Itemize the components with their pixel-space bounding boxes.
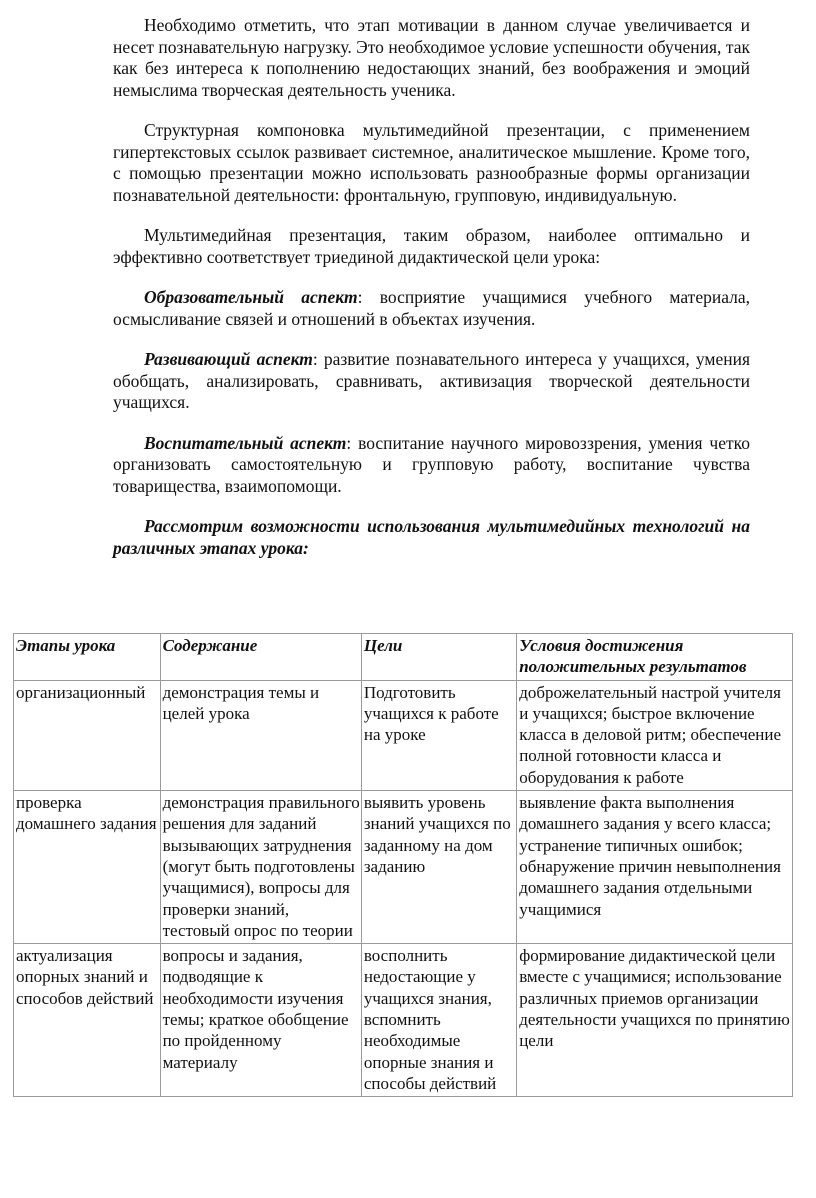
paragraph-text: Необходимо отметить, что этап мотивации в данном случае увеличивается и несет познавательную нагрузку. Это необходимое условие успешности обучения, так как без интереса к пополнению недостающих знаний, без воображения и эмоций немыслима творческая деятельность ученика. <box>113 15 750 100</box>
paragraph-text: : развитие познавательного интереса у учащихся, умения обобщать, анализировать, сравнивать, активизация творческой деятельности учащихся. <box>113 349 751 412</box>
table-cell: организационный <box>14 680 161 790</box>
paragraph-text: : воспитание научного мировоззрения, умения четко организовать самостоятельную и групповую работу, воспитание чувства товарищества, взаимопомощи. <box>113 432 750 496</box>
paragraph-text: Мультимедийная презентация, таким образом, наиболее оптимально и эффективно соответствует триединой дидактической цели урока: <box>113 225 750 267</box>
table-cell: формирование дидактической цели вместе с учащимися; использование различных приемов организации деятельности учащихся по принятию цели <box>517 944 793 1097</box>
table-cell: выявление факта выполнения домашнего задания у всего класса; устранение типичных ошибок; обнаружение причин невыполнения домашнего задания отдельными учащимися <box>517 791 793 944</box>
paragraph-structure <box>113 120 750 206</box>
paragraph-triune-goal <box>113 225 750 268</box>
table-header-row <box>14 634 793 681</box>
paragraph-text: Структурная компоновка мультимедийной презентации, с применением гипертекстовых ссылок развивает системное, аналитическое мышление. Кроме того, с помощью презентации можно использовать разнообразные формы организации познавательной деятельности: фронтальную, групповую, индивидуальную. <box>113 120 750 205</box>
paragraph-educational-aspect <box>113 287 750 330</box>
table-row <box>14 680 793 790</box>
table-cell: вопросы и задания, подводящие к необходимости изучения темы; краткое обобщение по пройденному материалу <box>160 944 361 1097</box>
aspect-label: Образовательный аспект <box>144 287 358 307</box>
header-cell: Содержание <box>160 634 361 681</box>
table-cell: восполнить недостающие у учащихся знания, вспомнить необходимые опорные знания и способы действий <box>361 944 516 1097</box>
table-cell: доброжелательный настрой учителя и учащихся; быстрое включение класса в деловой ритм; обеспечение полной готовности класса и оборудования к работе <box>517 680 793 790</box>
table-cell: демонстрация темы и целей урока <box>160 680 361 790</box>
paragraph-upbringing-aspect <box>113 433 750 498</box>
table-cell: проверка домашнего задания <box>14 791 161 944</box>
paragraph-developing-aspect <box>113 349 750 414</box>
header-cell: Цели <box>361 634 516 681</box>
table-row <box>14 944 793 1097</box>
lesson-stages-table <box>13 633 793 1097</box>
paragraph-motivation <box>113 15 750 101</box>
header-cell: Условия достижения положительных результатов <box>517 634 793 681</box>
table-cell: актуализация опорных знаний и способов действий <box>14 944 161 1097</box>
body-text <box>113 15 750 578</box>
table-cell: Подготовить учащихся к работе на уроке <box>361 680 516 790</box>
table-cell: демонстрация правильного решения для заданий вызывающих затруднения (могут быть подготовлены учащимися), вопросы для проверки знаний, тестовый опрос по теории <box>160 791 361 944</box>
paragraph-text: : восприятие учащимися учебного материала, осмысливание связей и отношений в объектах изучения. <box>113 287 751 329</box>
table-cell: выявить уровень знаний учащихся по заданному на дом заданию <box>361 791 516 944</box>
aspect-label: Воспитательный аспект <box>144 432 347 453</box>
table-row <box>14 791 793 944</box>
aspect-label: Развивающий аспект <box>144 349 313 369</box>
section-heading: Рассмотрим возможности использования мультимедийных технологий на различных этапах урока: <box>113 516 750 558</box>
header-cell: Этапы урока <box>14 634 161 681</box>
